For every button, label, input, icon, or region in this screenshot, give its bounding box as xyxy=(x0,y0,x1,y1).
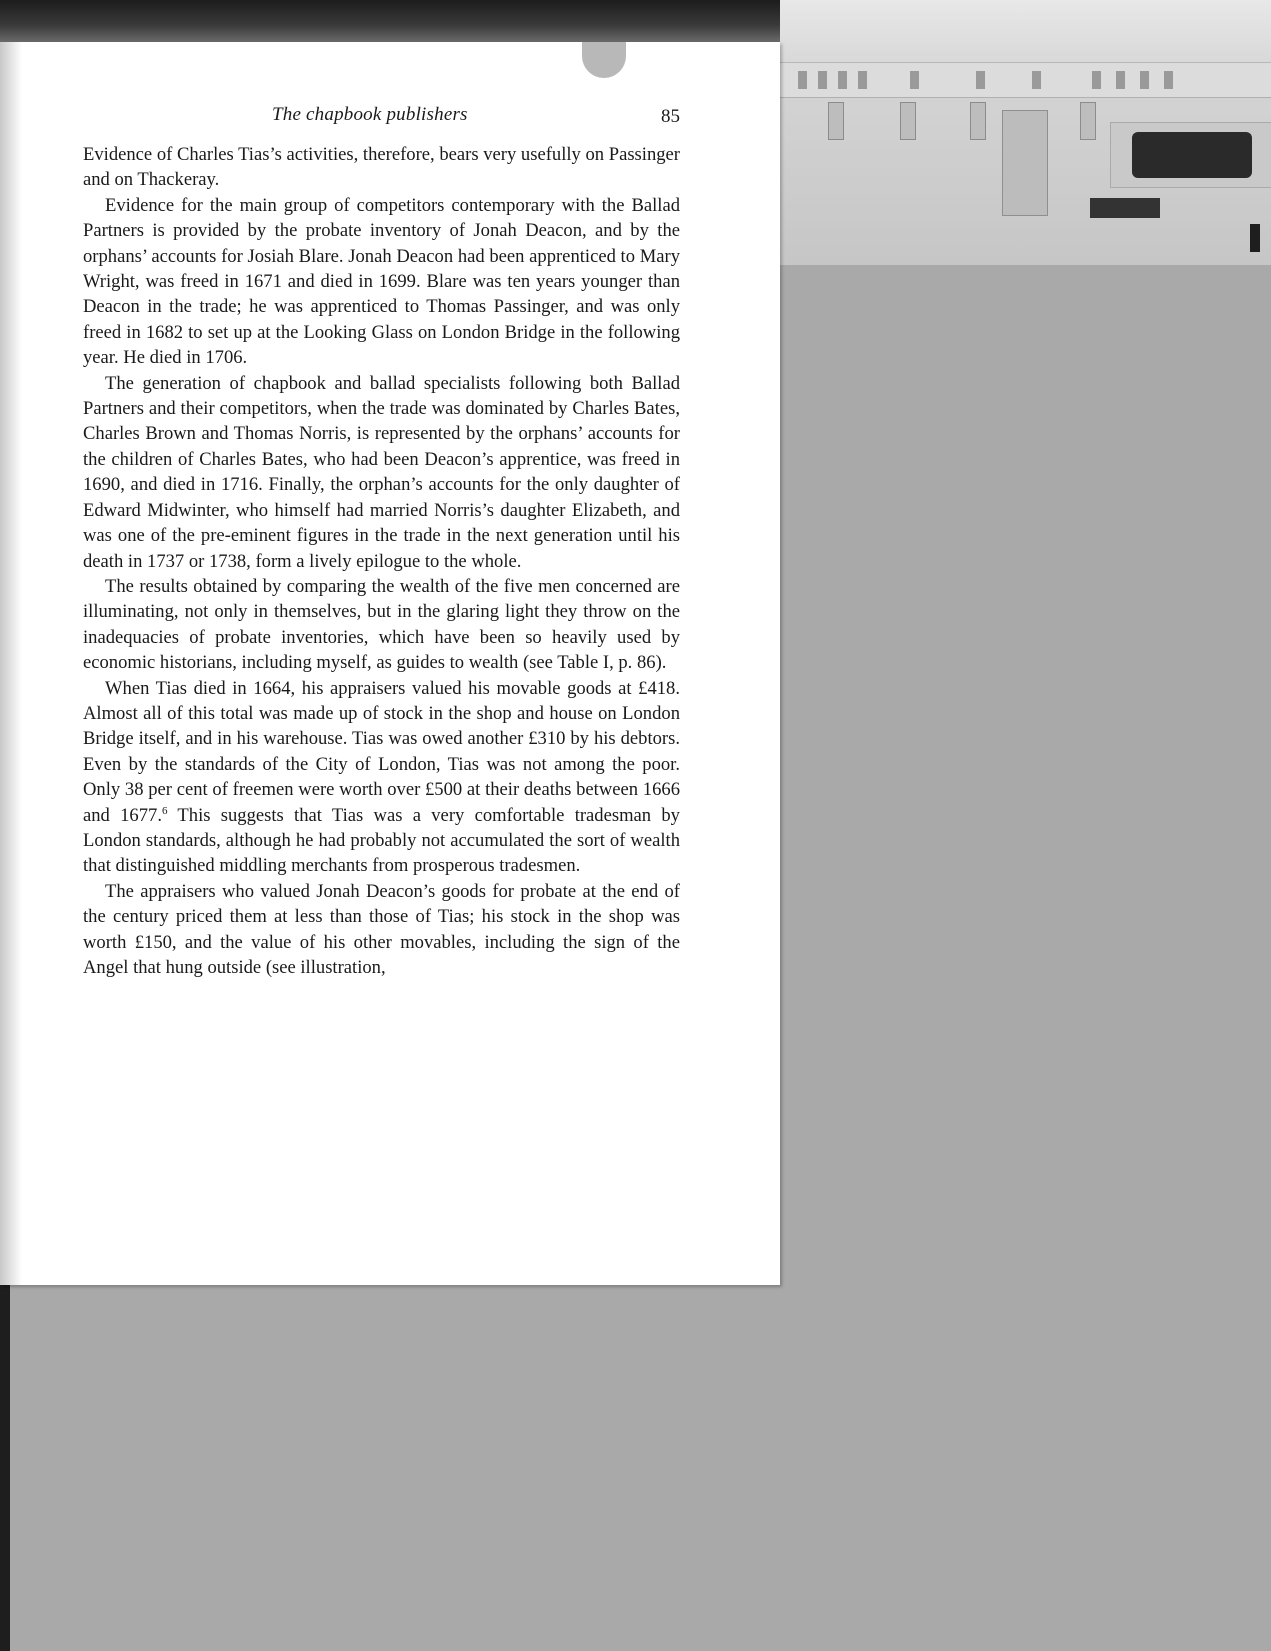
scanner-roller xyxy=(1132,132,1252,178)
rail-slot xyxy=(910,71,919,89)
rail-slot xyxy=(818,71,827,89)
punch-hole xyxy=(582,42,626,78)
rail-slot xyxy=(798,71,807,89)
book-edge xyxy=(0,1285,10,1651)
rail-slot xyxy=(858,71,867,89)
page-clip xyxy=(1080,102,1096,140)
scanner-bed xyxy=(780,0,1271,265)
paragraph-text: When Tias died in 1664, his appraisers valued his movable goods at £418. Almost all of this total was made up of stock in the shop and house on London Bridge itself, and in his warehouse. Tias was owed another £310 by his debtors. Even by the standards of the City of London, Tias was not among the poor. Only 38 per cent of freemen were worth over £500 at their deaths between 1666 and 1677. xyxy=(83,677,680,826)
rail-slot xyxy=(1032,71,1041,89)
page-clip xyxy=(900,102,916,140)
rail-slot xyxy=(976,71,985,89)
rail-slot xyxy=(838,71,847,89)
page-clip xyxy=(970,102,986,140)
paragraph: Evidence for the main group of competitors contemporary with the Ballad Partners is provided by the probate inventory of Jonah Deacon, and by the orphans’ accounts for Josiah Blare. Jonah Deacon had been apprenticed to Mary Wright, was freed in 1671 and died in 1699. Blare was ten years younger than Deacon in the trade; he was apprenticed to Thomas Passinger, and was only freed in 1682 to set up at the Looking Glass on London Bridge in the following year. He died in 1706. xyxy=(83,194,680,369)
running-head: The chapbook publishers xyxy=(272,104,468,125)
scan-top-edge xyxy=(0,0,790,42)
scanner-latch xyxy=(1002,110,1048,216)
paragraph-text: This suggests that Tias was a very comfortable tradesman by London standards, although he had probably not accumulated the sort of wealth that distinguished middling merchants from prosperous tradesmen. xyxy=(83,804,680,877)
scanner-edge xyxy=(1250,224,1260,252)
rail-slot xyxy=(1116,71,1125,89)
scanner-bar xyxy=(1090,198,1160,218)
scanner-rail xyxy=(780,62,1271,98)
paragraph: Evidence of Charles Tias’s activities, therefore, bears very usefully on Passinger and on Thackeray. xyxy=(83,144,680,191)
rail-slot xyxy=(1140,71,1149,89)
body-text xyxy=(83,142,680,980)
footnote-reference[interactable]: 6 xyxy=(161,804,168,817)
paragraph: The appraisers who valued Jonah Deacon’s goods for probate at the end of the century priced them at less than those of Tias; his stock in the shop was worth £150, and the value of his other movables, including the sign of the Angel that hung outside (see illustration, xyxy=(83,880,680,978)
book-page xyxy=(0,42,780,1285)
paragraph xyxy=(83,676,680,879)
page-clip xyxy=(828,102,844,140)
paragraph: The results obtained by comparing the wealth of the five men concerned are illuminating, not only in themselves, but in the glaring light they throw on the inadequacies of probate inventories, which have been so heavily used by economic historians, including myself, as guides to wealth (see Table I, p. 86). xyxy=(83,575,680,674)
rail-slot xyxy=(1092,71,1101,89)
paragraph: The generation of chapbook and ballad specialists following both Ballad Partners and their competitors, when the trade was dominated by Charles Bates, Charles Brown and Thomas Norris, is represented by the orphans’ accounts for the children of Charles Bates, who had been Deacon’s apprentice, was freed in 1690, and died in 1716. Finally, the orphan’s accounts for the only daughter of Edward Midwinter, who himself had married Norris’s daughter Elizabeth, and was one of the pre-eminent figures in the trade in the next generation until his death in 1737 or 1738, form a lively epilogue to the whole. xyxy=(83,372,680,572)
page-number: 85 xyxy=(661,106,680,127)
rail-slot xyxy=(1164,71,1173,89)
